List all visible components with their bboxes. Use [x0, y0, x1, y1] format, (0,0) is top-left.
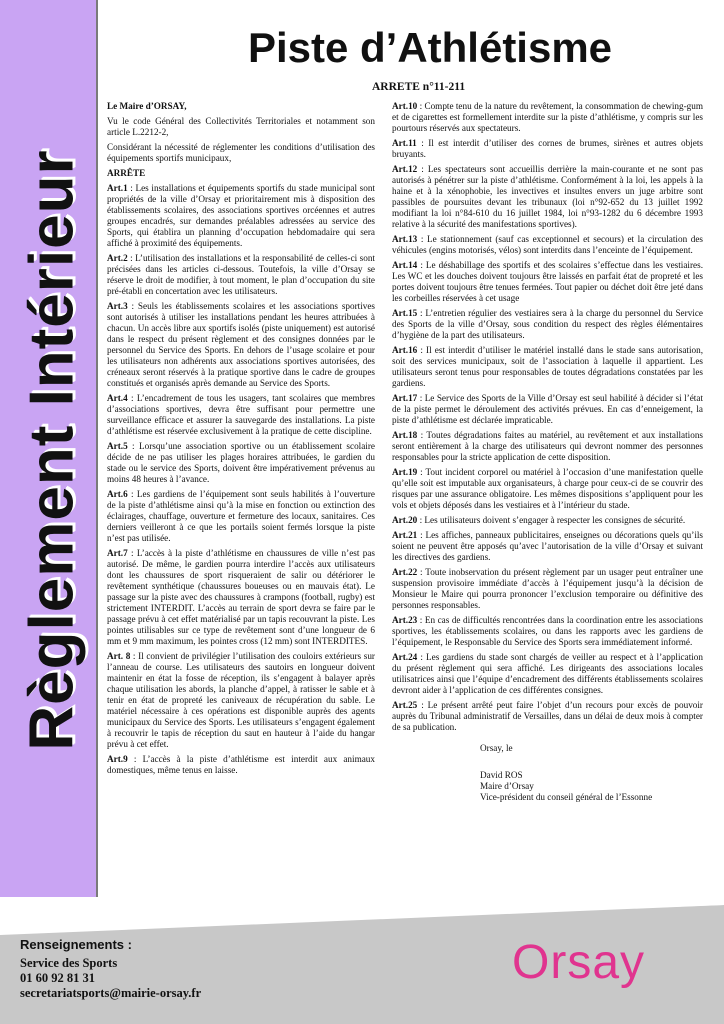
- article: Art. 8 : Il convient de privilégier l’utilisation des couloirs extérieurs sur l’anneau de course. Les utilisateurs des sautoirs en longueur doivent maintenir en état la fosse de réception, ils s’engagent à balayer après chaque utilisation les abords, la planche d’appel, à ratisser le sable et à tenir en état de propreté les caniveaux de récupération du sable. Le matériel nécessaire à ces opérations est disponible auprès des agents municipaux du Service des Sports. Les utilisateurs s’engagent également à recouvrir le tapis de réception du saut en hauteur à l’aide du hangar prévu à cet effet.: [107, 651, 375, 749]
- article: Art.3 : Seuls les établissements scolaires et les associations sportives sont autorisés à utiliser les installations pendant les heures attribuées à chacun. Un accès libre aux sportifs isolés (piste uniquement) est autorisé dans le respect du présent règlement et des consignes données par le personnel du Service des Sports. En dehors de l’usage scolaire et pour les utilisateurs non adhérents aux associations sportives autorisées, des créneaux seront réservés à la pratique sportive dans le cadre de groupes constitués et organisés après demande au Service des Sports.: [107, 301, 375, 388]
- sidebar: [0, 0, 98, 897]
- right-column: [392, 101, 703, 803]
- article: Art.16 : Il est interdit d’utiliser le matériel installé dans le stade sans autorisation, soit des services municipaux, soit de l’association à laquelle il appartient. Les utilisateurs seront tenus pour responsables de toutes dégradations constatées par les gardiens.: [392, 345, 703, 388]
- article: Art.10 : Compte tenu de la nature du revêtement, la consommation de chewing-gum et de cigarettes est formellement interdite sur la piste d’athlétisme, y compris sur les pourtours réservés aux spectateurs.: [392, 101, 703, 133]
- contact-email[interactable]: secretariatsports@mairie-orsay.fr: [20, 986, 202, 1000]
- contact-label: Renseignements :: [20, 937, 132, 952]
- article: Art.11 : Il est interdit d’utiliser des cornes de brumes, sirènes et autres objets bruyants.: [392, 138, 703, 159]
- paragraph: ARRÊTE: [107, 168, 146, 178]
- paragraph: Considérant la nécessité de réglementer les conditions d’utilisation des équipements sportifs municipaux,: [107, 142, 375, 163]
- contact-block: [20, 937, 201, 1001]
- article: Art.20 : Les utilisateurs doivent s’engager à respecter les consignes de sécurité.: [392, 515, 686, 525]
- article: Art.6 : Les gardiens de l’équipement sont seuls habilités à l’ouverture de la piste d’athlétisme ainsi qu’à la mise en fonction ou extinction des éclairages, chauffage, ouverture et fermeture des locaux, sanitaires. Ces derniers veilleront à ce que les portails soient fermés lorsque la piste n’est pas utilisée.: [107, 489, 375, 543]
- signature-place: Orsay, le: [480, 743, 513, 753]
- article: Art.21 : Les affiches, panneaux publicitaires, enseignes ou décorations quels qu’ils soient ne peuvent être apposés qu’avec l’autorisation de la ville d’Orsay et suivant les directives des gardiens.: [392, 530, 703, 562]
- contact-service: Service des Sports: [20, 956, 118, 970]
- article: Art.7 : L’accès à la piste d’athlétisme en chaussures de ville n’est pas autorisé. De même, le gardien pourra interdire l’accès aux utilisateurs dont les chaussures de sport risqueraient de salir ou détériorer le revêtement synthétique (chaussures boueuses ou en mauvais état). Le passage sur la piste avec des chaussures à crampons (football, rugby) est strictement INTERDIT. L’accès au terrain de sport devra se faire par le passage prévu à cet effet matérialisé par un tapis recouvrant la piste. Les pointes utilisables sur ce type de revêtement sont d’une longueur de 6 mm et 9 mm maximum, les pointes cross (12 mm) sont INTERDITES.: [107, 548, 375, 646]
- article: Art.1 : Les installations et équipements sportifs du stade municipal sont propriétés de la ville d’Orsay et prioritairement mis à disposition des établissements scolaires, des associations sportives orcéennes et autres groupes encadrés, sur demandes préalables adressées au service des Sports, qui établira un planning d’occupation hebdomadaire qui sera affiché à proximité des équipements.: [107, 183, 375, 248]
- signature-role: Vice-président du conseil général de l’Essonne: [480, 792, 653, 802]
- article: Art.9 : L’accès à la piste d’athlétisme est interdit aux animaux domestiques, même tenus en laisse.: [107, 754, 375, 775]
- article: Art.13 : Le stationnement (sauf cas exceptionnel et secours) et la circulation des véhicules (engins motorisés, vélos) sont interdits dans l’enceinte de l’équipement.: [392, 234, 703, 255]
- article: Art.17 : Le Service des Sports de la Ville d’Orsay est seul habilité à décider si l’état de la piste permet le déroulement des activités prévues. En cas d’enneigement, la piste d’athlétisme est déclarée impraticable.: [392, 393, 703, 425]
- article: Art.24 : Les gardiens du stade sont chargés de veiller au respect et à l’application du présent règlement qui sera affiché. Les dirigeants des associations locales utilisatrices ainsi que l’équipe d’encadrement des différents établissements scolaires devront aider à l’application de ces différentes consignes.: [392, 652, 703, 695]
- vertical-title: Règlement Intérieur: [17, 149, 87, 751]
- article: Art.2 : L’utilisation des installations et la responsabilité de celles-ci sont précisées dans les articles ci-dessous. Toutefois, la ville d’Orsay se réserve le droit de modifier, à tout moment, le plan d’occupation du site pré-établi en concertation avec les utilisateurs.: [107, 253, 375, 296]
- paragraph: Vu le code Général des Collectivités Territoriales et notamment son article L.2212-2,: [107, 116, 375, 137]
- article: Art.14 : Le déshabillage des sportifs et des scolaires s’effectue dans les vestiaires. Les WC et les douches doivent toujours être laissés en parfait état de propreté et les portes doivent toujours être tenues fermées. Tout papier ou déchet doit être jeté dans les corbeilles réservées à cet usage: [392, 260, 703, 303]
- signature-name: David ROS: [480, 770, 523, 780]
- article: Art.25 : Le présent arrêté peut faire l’objet d’un recours pour excès de pouvoir auprès du Tribunal administratif de Versailles, dans un délai de deux mois à compter de sa publication.: [392, 700, 703, 732]
- signature-role: Maire d’Orsay: [480, 781, 534, 791]
- orsay-logo: Orsay: [512, 936, 646, 989]
- article: Art.4 : L’encadrement de tous les usagers, tant scolaires que membres d’associations sportives, devra être suffisant pour permettre une surveillance efficace et assurer la sauvegarde des installations. La piste d’athlétisme est réservée exclusivement à la pratique de cette discipline.: [107, 393, 375, 436]
- article: Art.19 : Tout incident corporel ou matériel à l’occasion d’une manifestation quelle qu’elle soit est imputable aux organisateurs, à charge pour ceux-ci de se couvrir des risques par une assurance obligatoire. Les mêmes dispositions s’appliquent pour les vols et objets déposés dans les vestiaires et à l’intérieur du stade.: [392, 467, 703, 510]
- left-column: [107, 101, 375, 780]
- article: Art.22 : Toute inobservation du présent règlement par un usager peut entraîner une suspension provisoire immédiate d’accès à l’équipement jusqu’à la décision de Monsieur le Maire qui pourra prononcer l’exclusion temporaire ou définitive des personnes responsables.: [392, 567, 703, 610]
- arrete-number: ARRETE n°11-211: [372, 81, 466, 93]
- footer-divider: [0, 897, 724, 937]
- article: Art.15 : L’entretien régulier des vestiaires sera à la charge du personnel du Service des Sports de la ville d’Orsay, sous condition du respect des règles élémentaires d’hygiène de la part des utilisateurs.: [392, 308, 703, 340]
- paragraph: Le Maire d’ORSAY,: [107, 101, 187, 111]
- article: Art.12 : Les spectateurs sont accueillis derrière la main-courante et ne sont pas autorisés à pénétrer sur la piste d’athlétisme. Conformément à la loi, les appels à la haine et à la xénophobie, les invectives et insultes envers un juge arbitre sont passibles de poursuites devant les tribunaux (loi n°92-652 du 13 juillet 1992 modifiant la loi n°84-610 du 16 juillet 1984, loi n°93-1282 du 6 décembre 1993 relative à la sécurité des manifestations sportives).: [392, 164, 703, 229]
- page-title: Piste d’Athlétisme: [247, 24, 613, 71]
- article: Art.18 : Toutes dégradations faites au matériel, au revêtement et aux installations seront entièrement à la charge des utilisateurs qui devront nommer des personnes responsables pour la stricte application de cette disposition.: [392, 430, 703, 462]
- article: Art.5 : Lorsqu’une association sportive ou un établissement scolaire décide de ne pas utiliser les plages horaires attribuées, le gardien du stade ou le service des Sports, doivent être impérativement prévenus au moins 48 heures à l’avance.: [107, 441, 375, 484]
- contact-phone: 01 60 92 81 31: [20, 971, 95, 985]
- signature-block: [392, 743, 703, 803]
- article: Art.23 : En cas de difficultés rencontrées dans la coordination entre les associations sportives, les établissements scolaires, ou dans les rapports avec les gardiens de l’équipement, le Responsable du Service des Sports sera immédiatement informé.: [392, 615, 703, 647]
